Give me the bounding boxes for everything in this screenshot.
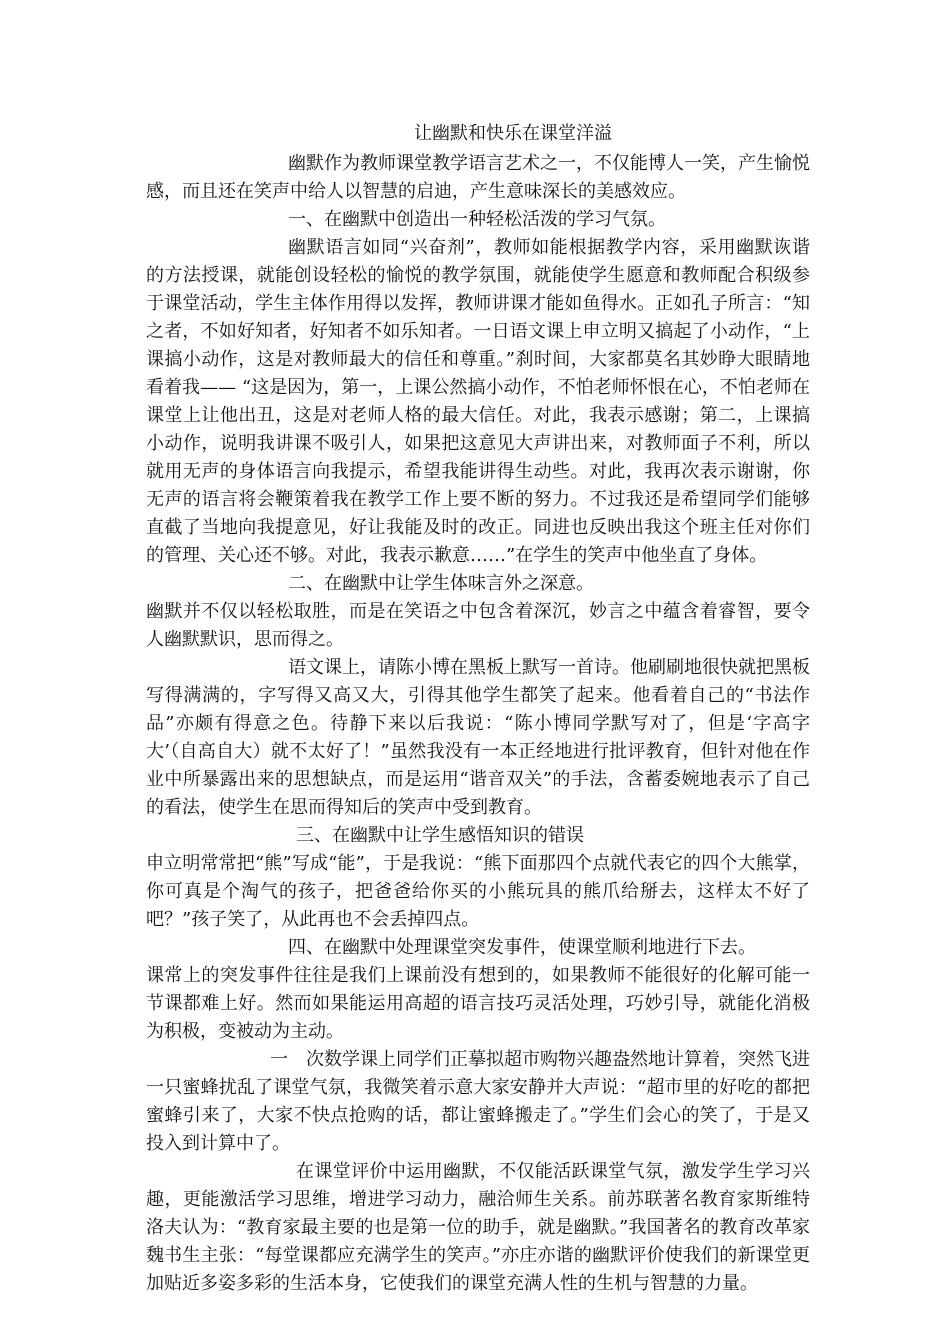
paragraph-section-2b: 语文课上，请陈小博在黑板上默写一首诗。他刷刷地很快就把黑板写得满满的，字写得又高又大，引得其他学生都笑了起来。他看着自己的“书法作品”亦颇有得意之色。待静下来以后我说：“陈小博同学默写对了，但是‘字高字大’（自高自大）就不太好了！”虽然我没有一本正经地进行批评教育，但针对他在作业中所暴露出来的思想缺点，而是运用“谐音双关”的手法，含蓄委婉地表示了自己的看法，使学生在思而得知后的笑声中受到教育。 — [146, 657, 810, 818]
paragraph-section-3: 申立明常常把“熊”写成“能”，于是我说：“熊下面那四个点就代表它的四个大熊掌，你可真是个淘气的孩子，把爸爸给你买的小熊玩具的熊爪给掰去，这样太不好了吧？”孩子笑了，从此再也不会丢掉四点。 — [146, 853, 810, 930]
document-body — [146, 120, 810, 1298]
paragraph-conclusion: 在课堂评价中运用幽默，不仅能活跃课堂气氛，激发学生学习兴趣，更能激活学习思维，增进学习动力，融洽师生关系。前苏联著名教育家斯维特洛夫认为：“教育家最主要的也是第一位的助手，就是幽默。”我国著名的教育改革家魏书生主张：“每堂课都应充满学生的笑声。”亦庄亦谐的幽默评价使我们的新课堂更加贴近多姿多彩的生活本身，它使我们的课堂充满人性的生机与智慧的力量。 — [146, 1161, 810, 1294]
section-heading-3: 三、在幽默中让学生感悟知识的错误 — [296, 825, 584, 846]
paragraph-section-1: 幽默语言如同“兴奋剂”，教师如能根据教学内容，采用幽默诙谐的方法授课，就能创设轻松的愉悦的教学氛围，就能使学生愿意和教师配合积级参于课堂活动，学生主体作用得以发挥，教师讲课才能如鱼得水。正如孔子所言：“知之者，不如好知者，好知者不如乐知者。一日语文课上申立明又搞起了小动作，“上课搞小动作，这是对教师最大的信任和尊重。”刹时间，大家都莫名其妙睁大眼睛地看着我—— “这是因为，第一，上课公然搞小动作，不怕老师怀恨在心，不怕老师在课堂上让他出丑，这是对老师人格的最大信任。对此，我表示感谢；第二，上课搞小动作，说明我讲课不吸引人，如果把这意见大声讲出来，对教师面子不利，所以就用无声的身体语言向我提示，希望我能讲得生动些。对此，我再次表示谢谢，你无声的语言将会鞭策着我在教学工作上要不断的努力。不过我还是希望同学们能够直截了当地向我提意见，好让我能及时的改正。同进也反映出我这个班主任对你们的管理、关心还不够。对此，我表示歉意……”在学生的笑声中他坐直了身体。 — [146, 237, 810, 566]
paragraph-section-4a: 课常上的突发事件往往是我们上课前没有想到的，如果教师不能很好的化解可能一节课都难上好。然而如果能运用高超的语言技巧灵活处理，巧妙引导，就能化消极为积极，变被动为主动。 — [146, 965, 810, 1042]
paragraph-section-2a: 幽默并不仅以轻松取胜，而是在笑语之中包含着深沉，妙言之中蕴含着睿智，要令人幽默默识，思而得之。 — [146, 601, 810, 650]
section-heading-1: 一、在幽默中创造出一种轻松活泼的学习气氛。 — [288, 209, 666, 230]
section-heading-2: 二、在幽默中让学生体味言外之深意。 — [288, 573, 594, 594]
section-heading-4: 四、在幽默中处理课堂突发事件，使课堂顺利地进行下去。 — [288, 937, 756, 958]
document-title: 让幽默和快乐在课堂洋溢 — [414, 123, 612, 144]
paragraph-section-4b: 一 次数学课上同学们正摹拟超市购物兴趣盎然地计算着，突然飞进一只蜜蜂扰乱了课堂气氛，我微笑着示意大家安静并大声说：“超市里的好吃的都把蜜蜂引来了，大家不快点抢购的话，都让蜜蜂搬走了。”学生们会心的笑了，于是又投入到计算中了。 — [146, 1049, 810, 1154]
paragraph-intro: 幽默作为教师课堂教学语言艺术之一，不仅能博人一笑，产生愉悦感，而且还在笑声中给人以智慧的启迪，产生意味深长的美感效应。 — [146, 153, 810, 202]
